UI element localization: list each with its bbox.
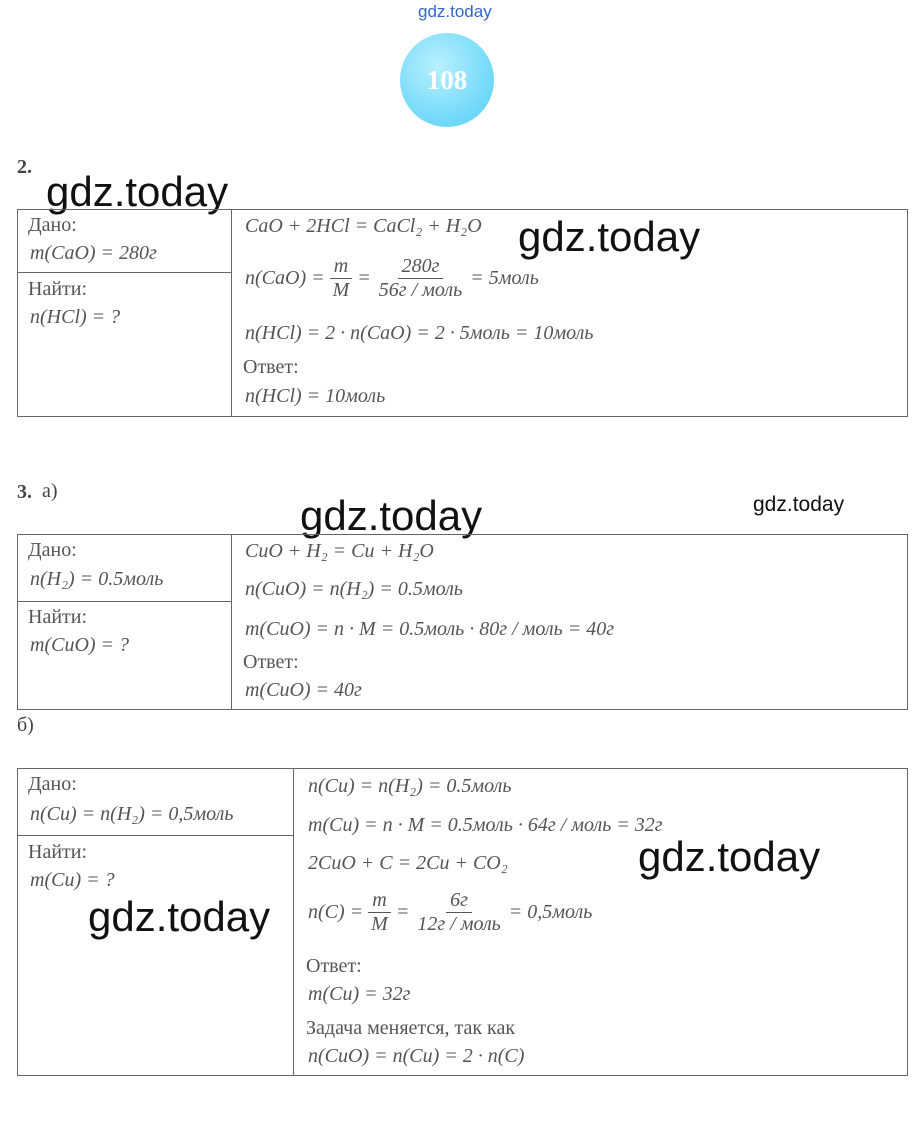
fraction: [367, 889, 392, 936]
eq-text: = 0,5моль: [508, 901, 593, 923]
given-value: n(Cu) = n(H₂) = 0,5моль: [30, 803, 234, 825]
given-label: Дано:: [28, 539, 77, 561]
watermark: gdz.today: [46, 168, 229, 215]
note-text: Задача меняется, так как: [306, 1017, 516, 1039]
part-b-label: б): [17, 714, 34, 736]
equation: CaO + 2HCl = CaCl₂ + H₂O: [245, 215, 482, 237]
eq-text: = 5моль: [470, 267, 539, 289]
watermark: gdz.today: [88, 893, 271, 940]
find-label: Найти:: [28, 841, 88, 863]
equation: CuO + H₂ = Cu + H₂O: [245, 540, 434, 562]
find-value: m(Cu) = ?: [30, 869, 115, 891]
equation: m(Cu) = n · M = 0.5моль · 64г / моль = 32г: [308, 814, 663, 836]
watermark-top: gdz.today: [418, 2, 492, 21]
answer-label: Ответ:: [306, 955, 362, 977]
numerator: m: [368, 889, 390, 913]
fraction: [413, 889, 504, 936]
fraction: [329, 255, 354, 302]
answer-value: m(Cu) = 32г: [308, 983, 411, 1005]
equation: n(CuO) = n(H₂) = 0.5моль: [245, 578, 463, 600]
eq-text: n(C) =: [308, 901, 364, 923]
numerator: 6г: [446, 889, 472, 913]
page-number-badge: 108: [400, 33, 494, 127]
task-2-number: 2.: [17, 156, 32, 178]
fraction: [375, 255, 466, 302]
numerator: m: [330, 255, 352, 279]
denominator: M: [332, 279, 350, 301]
denominator: 12г / моль: [417, 913, 501, 935]
task-3-number: 3.: [17, 481, 32, 503]
given-label: Дано:: [28, 773, 77, 795]
equals: =: [357, 267, 371, 289]
find-value: n(HCl) = ?: [30, 306, 121, 328]
answer-label: Ответ:: [243, 356, 299, 378]
equation: n(Cu) = n(H₂) = 0.5моль: [308, 775, 512, 797]
numerator: 280г: [398, 255, 444, 279]
answer-label: Ответ:: [243, 651, 299, 673]
given-value: m(CaO) = 280г: [30, 242, 157, 264]
given-value: n(H₂) = 0.5моль: [30, 568, 164, 590]
answer-value: n(HCl) = 10моль: [245, 385, 386, 407]
equals: =: [395, 901, 410, 923]
task-3a-table: [17, 534, 908, 710]
equation: [245, 255, 539, 302]
note-equation: n(CuO) = n(Cu) = 2 · n(C): [308, 1045, 525, 1067]
find-label: Найти:: [28, 606, 88, 628]
eq-text: n(CaO) =: [245, 267, 325, 289]
given-label: Дано:: [28, 214, 77, 236]
equation: [308, 889, 592, 936]
watermark: gdz.today: [518, 213, 701, 260]
find-label: Найти:: [28, 278, 88, 300]
equation: 2CuO + C = 2Cu + CO₂: [308, 852, 508, 874]
watermark: gdz.today: [300, 492, 483, 539]
denominator: 56г / моль: [378, 279, 463, 301]
equation: m(CuO) = n · M = 0.5моль · 80г / моль = 40г: [245, 618, 615, 640]
denominator: M: [371, 913, 388, 935]
part-a-label: а): [42, 480, 58, 502]
equation: n(HCl) = 2 · n(CaO) = 2 · 5моль = 10моль: [245, 322, 594, 344]
find-value: m(CuO) = ?: [30, 634, 130, 656]
task-2-table: [17, 209, 908, 417]
watermark: gdz.today: [638, 833, 821, 880]
answer-value: m(CuO) = 40г: [245, 679, 362, 701]
watermark: gdz.today: [753, 493, 845, 516]
